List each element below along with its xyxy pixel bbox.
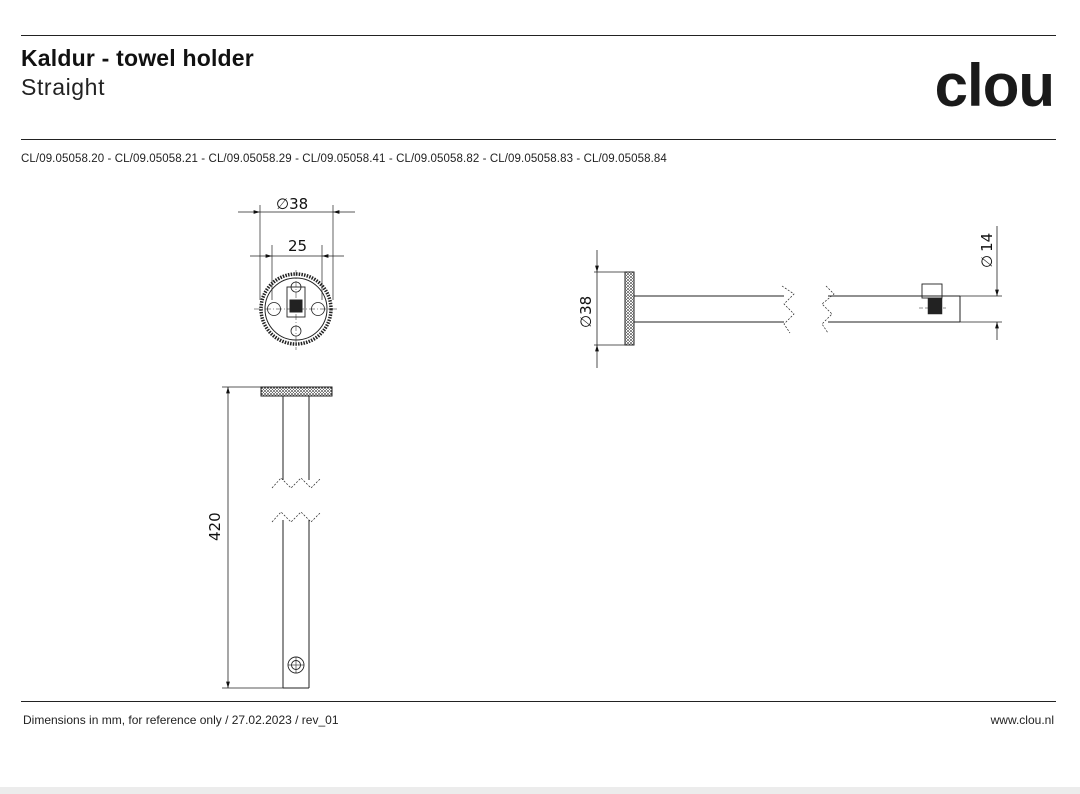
hole-spacing-label: 25 xyxy=(288,237,308,255)
side-diameter-label: ∅38 xyxy=(577,295,595,328)
break-mark xyxy=(272,478,321,488)
front-view xyxy=(238,205,355,350)
length-label: 420 xyxy=(206,512,224,541)
side-view xyxy=(594,226,1002,368)
footer-rule xyxy=(21,701,1056,702)
bottom-band xyxy=(0,787,1080,794)
website-link[interactable]: www.clou.nl xyxy=(990,713,1054,727)
mount-square xyxy=(290,300,302,312)
product-subtitle: Straight xyxy=(21,74,106,100)
plate-section xyxy=(261,387,332,396)
product-title: Kaldur - towel holder xyxy=(21,45,254,71)
break-mark xyxy=(822,286,834,333)
break-mark xyxy=(272,512,321,522)
product-codes: CL/09.05058.20 - CL/09.05058.21 - CL/09.05058.29 - CL/09.05058.41 - CL/09.05058.82 - CL/09.05058.83 - CL/09.05058.84 xyxy=(21,153,667,165)
bar-diameter-label: ∅14 xyxy=(978,232,996,268)
length-view xyxy=(222,387,332,688)
end-screw-body xyxy=(928,298,942,314)
break-mark xyxy=(782,286,794,333)
brand-logo: clou xyxy=(934,52,1054,119)
front-diameter-label: ∅38 xyxy=(276,195,309,213)
plate-section xyxy=(625,272,634,345)
footer-note: Dimensions in mm, for reference only / 27.02.2023 / rev_01 xyxy=(23,713,339,727)
